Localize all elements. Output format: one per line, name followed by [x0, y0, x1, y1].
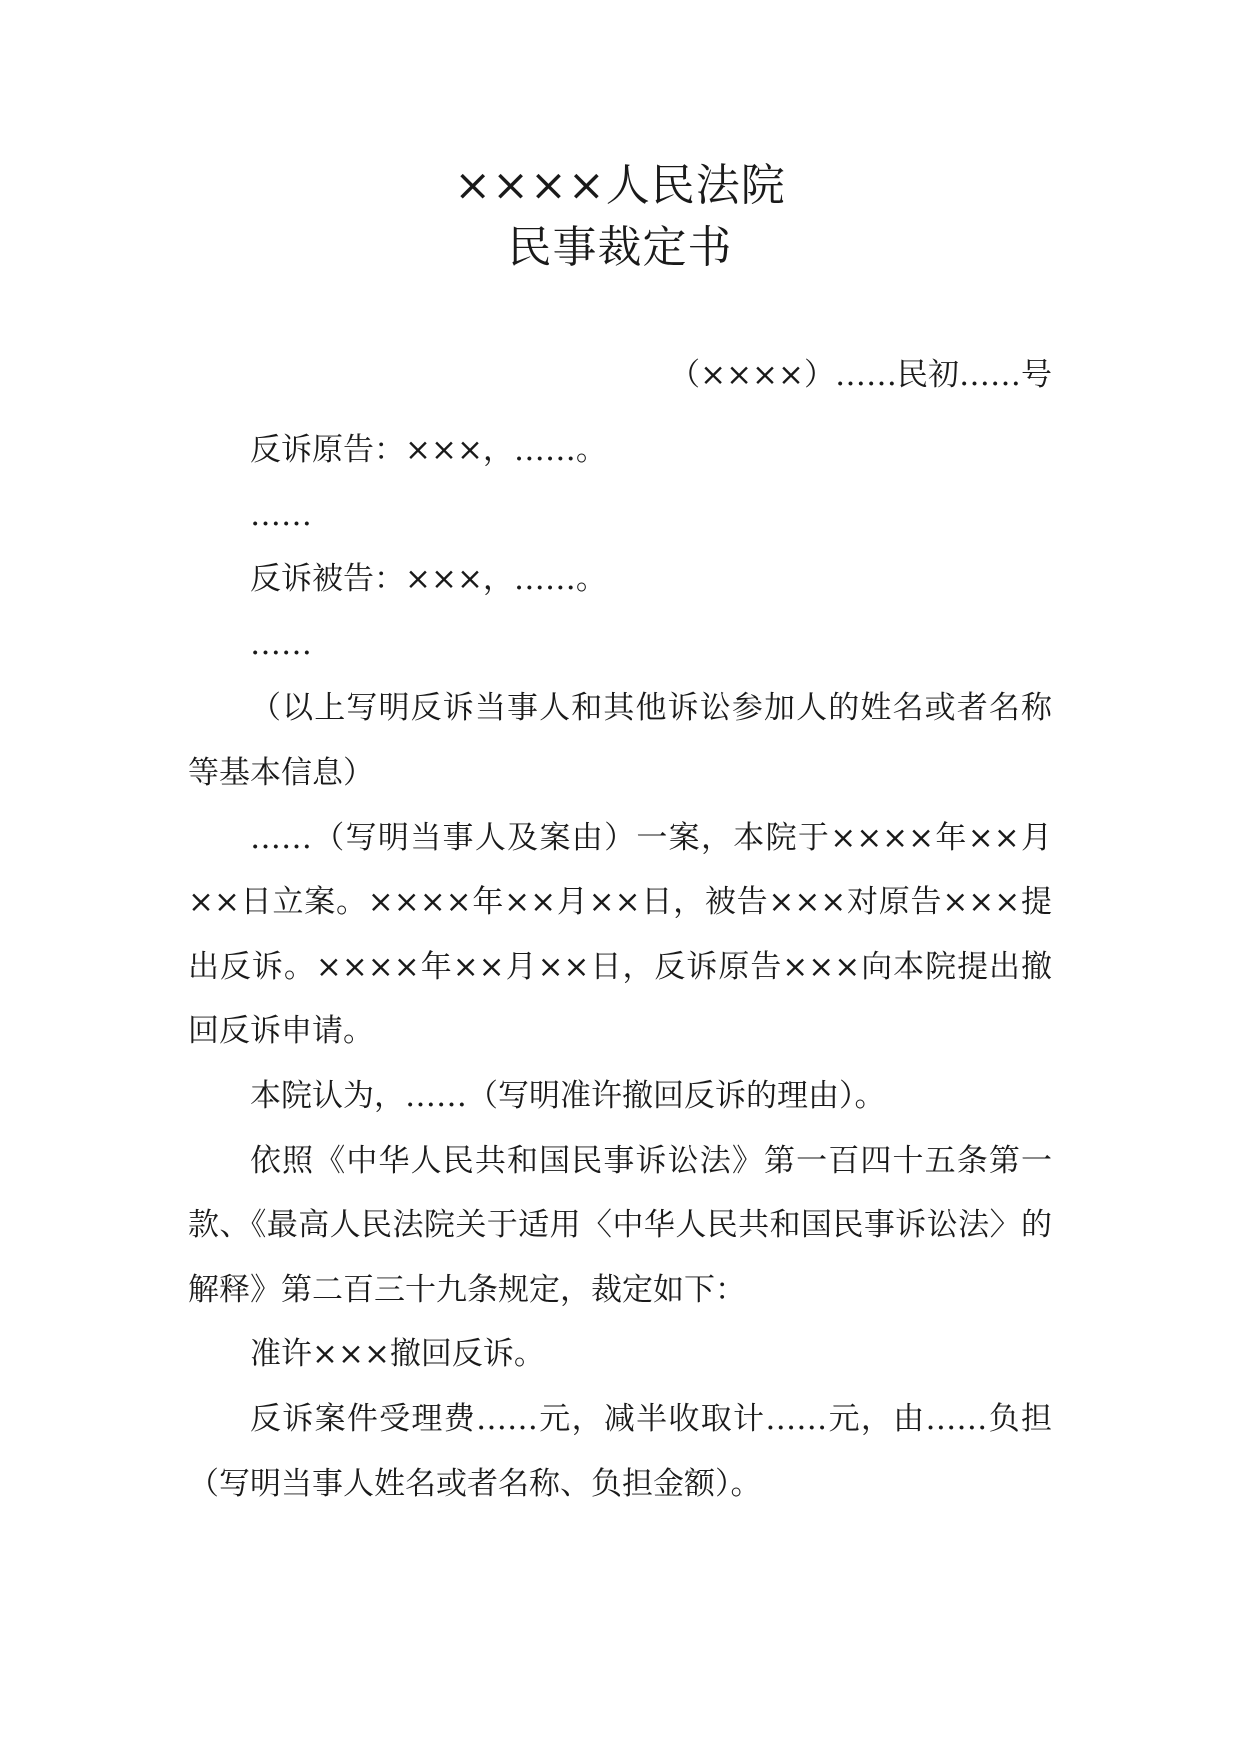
document-title: 民事裁定书: [507, 222, 733, 273]
legal-basis-paragraph: 依照《中华人民共和国民事诉讼法》第一百四十五条第一款、《最高人民法院关于适用〈中华人民共和国民事诉讼法〉的解释》第二百三十九条规定，裁定如下：: [188, 1142, 1052, 1308]
court-title: ××××人民法院: [454, 160, 786, 211]
fee-paragraph: 反诉案件受理费……元，减半收取计……元，由……负担 （写明当事人姓名或者名称、负担金额）。: [188, 1400, 1052, 1502]
court-opinion-paragraph: 本院认为，……（写明准许撤回反诉的理由）。: [250, 1077, 886, 1114]
ellipsis-line: ……: [250, 496, 312, 533]
ellipsis-line: ……: [250, 625, 312, 662]
counterclaim-plaintiff-line: 反诉原告：×××，……。: [250, 432, 607, 468]
counterclaim-defendant-line: 反诉被告：×××，……。: [250, 561, 607, 598]
case-facts-paragraph: ……（写明当事人及案由）一案，本院于××××年××月××日立案。××××年××月××日，被告×××对原告×××提出反诉。××××年××月××日，反诉原告×××向本院提出撤回反诉申请。: [188, 819, 1052, 1050]
case-number: （××××）……民初……号: [669, 357, 1052, 393]
ruling-paragraph: 准许×××撤回反诉。: [250, 1336, 545, 1373]
document-body: [188, 418, 1052, 1516]
party-info-note: （以上写明反诉当事人和其他诉讼参加人的姓名或者名称等基本信息）: [188, 690, 1052, 791]
